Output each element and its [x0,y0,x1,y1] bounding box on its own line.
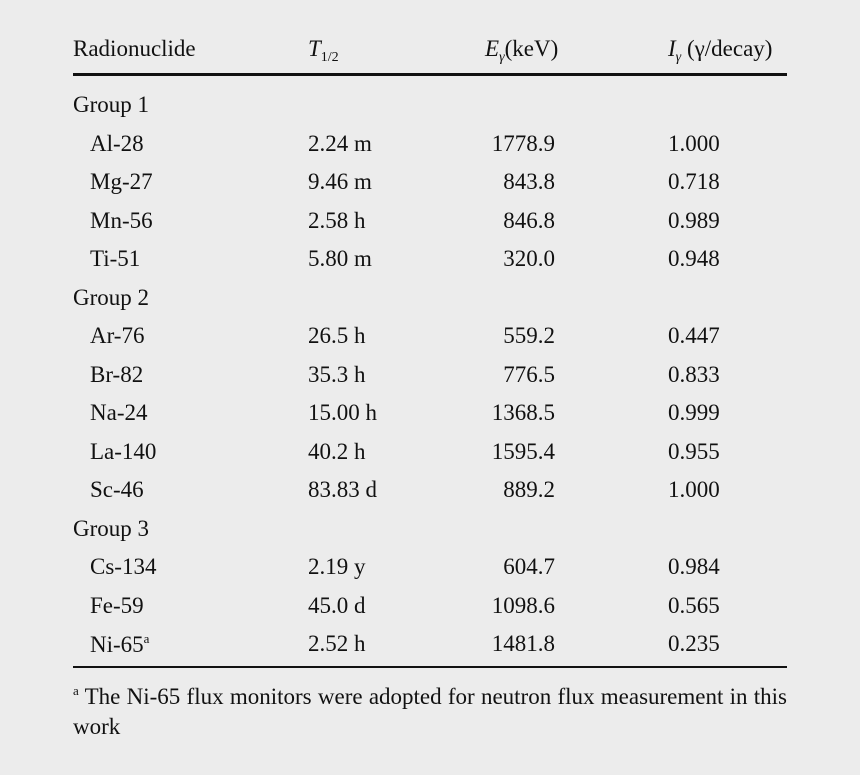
intensity-cell: 1.000 [668,477,720,502]
group-label: Group 1 [73,92,150,117]
table-row [73,587,787,626]
header-gamma-intensity: $I_\gamma$ (γ/decay) [668,36,773,65]
intensity-cell: 0.989 [668,207,720,233]
group-heading [73,86,787,125]
intensity-cell: 0.999 [668,400,720,425]
intensity-cell: 0.984 [668,554,720,579]
group-heading [73,279,787,318]
intensity-cell: 1.000 [668,130,720,156]
half-life-cell: 26.5 h [308,323,366,348]
nuclide-cell: Ar-76 [90,323,145,348]
header-rule [73,73,787,76]
table-row [73,394,787,433]
table-row [73,202,787,241]
table-row [73,471,787,510]
intensity-cell: 0.447 [668,323,720,348]
nuclide-cell: Ni-65$^a$ [90,631,150,657]
header-radionuclide: Radionuclide [73,36,196,61]
nuclide-cell: Mg-27 [90,169,153,194]
intensity-cell: 0.565 [668,592,720,618]
footnote-text: The Ni-65 flux monitors were adopted for neutron flux measurement in this work [73,684,787,739]
nuclide-cell: Fe-59 [90,592,144,618]
half-life-cell: 2.58 h [308,207,366,233]
half-life-cell: 5.80 m [308,246,372,271]
nuclide-cell: La-140 [90,438,157,464]
energy-cell: 776.5 [503,361,555,387]
nuclide-cell: Br-82 [90,361,144,387]
nuclide-cell: Al-28 [90,130,144,156]
half-life-cell: 2.52 h [308,631,366,656]
energy-cell: 846.8 [503,207,555,233]
energy-cell: 604.7 [503,554,555,579]
intensity-cell: 0.948 [668,246,720,271]
bottom-rule [73,666,787,668]
table-row [73,317,787,356]
half-life-cell: 45.0 d [308,592,366,618]
header-gamma-energy: $E_\gamma(keV)$ [485,36,559,65]
intensity-cell: 0.235 [668,631,720,656]
half-life-cell: 2.24 m [308,130,372,156]
nuclide-cell: Cs-134 [90,554,157,579]
header-half-life: $T_{1/2}$ [308,36,339,65]
energy-cell: 1778.9 [491,130,555,156]
footnote-mark: a [73,683,79,698]
half-life-cell: 35.3 h [308,361,366,387]
energy-cell: 889.2 [503,477,555,502]
half-life-cell: 15.00 h [308,400,377,425]
energy-cell: 1098.6 [491,592,555,618]
energy-cell: 1368.5 [491,400,555,425]
energy-cell: 843.8 [503,169,555,194]
energy-cell: 559.2 [503,323,555,348]
table-row [73,625,787,664]
half-life-cell: 2.19 y [308,554,366,579]
table-row [73,125,787,164]
half-life-cell: 83.83 d [308,477,377,502]
table-row [73,433,787,472]
nuclide-cell: Na-24 [90,400,148,425]
group-label: Group 3 [73,515,150,541]
half-life-cell: 40.2 h [308,438,366,464]
group-label: Group 2 [73,284,150,310]
nuclide-cell: Mn-56 [90,207,153,233]
footnote-ref: a [143,631,150,646]
table-footnote [73,676,787,742]
table-row [73,163,787,202]
table-body [73,86,787,664]
table-header [73,28,787,74]
energy-cell: 320.0 [503,246,555,271]
table-row [73,548,787,587]
half-life-cell: 9.46 m [308,169,372,194]
nuclide-cell: Ti-51 [90,246,141,271]
intensity-cell: 0.718 [668,169,720,194]
intensity-cell: 0.833 [668,361,720,387]
table-row [73,240,787,279]
energy-cell: 1481.8 [491,631,555,656]
nuclide-cell: Sc-46 [90,477,144,502]
intensity-cell: 0.955 [668,438,720,464]
energy-cell: 1595.4 [491,438,555,464]
group-heading [73,510,787,549]
table-row [73,356,787,395]
